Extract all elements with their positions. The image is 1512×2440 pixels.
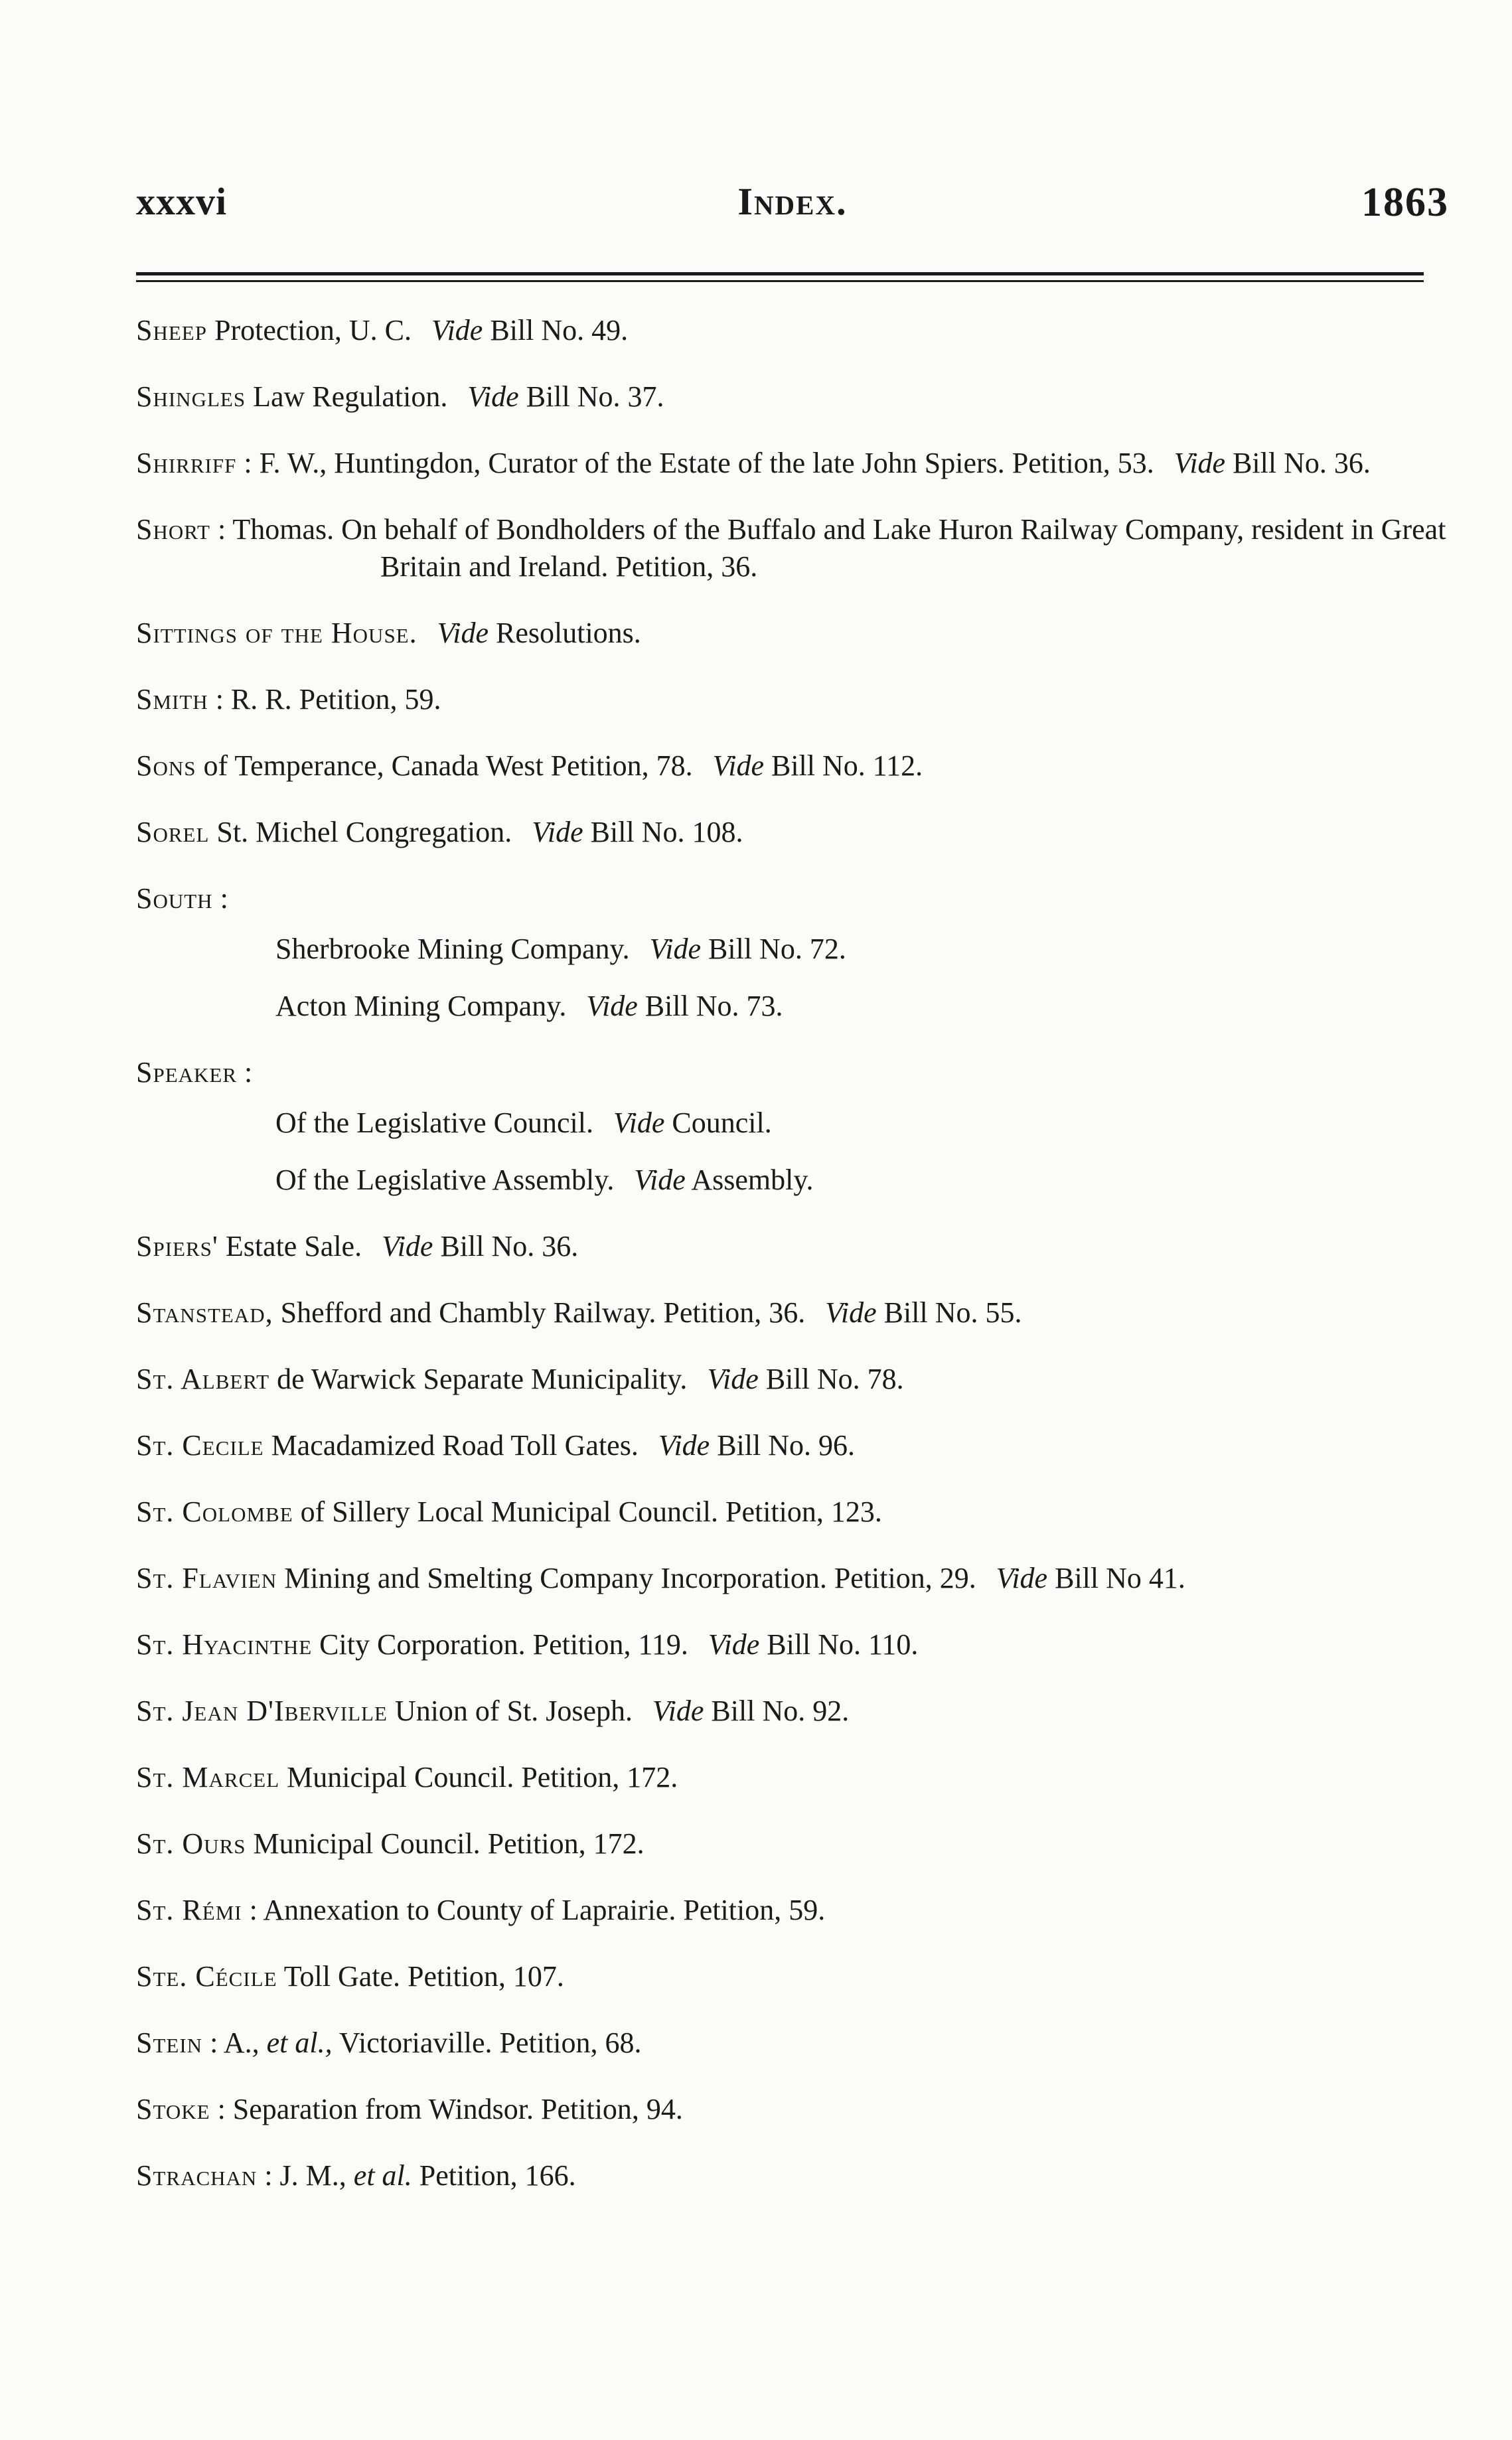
entry-key: Stanstead,	[136, 1296, 273, 1329]
entry-text: of Sillery Local Municipal Council. Petition, 123.	[293, 1495, 882, 1528]
entry-vide: Vide	[382, 1230, 433, 1262]
entry-key: St. Marcel	[136, 1761, 280, 1793]
entry-key: Shingles	[136, 380, 246, 413]
entry-text: Union of St. Joseph.	[387, 1695, 633, 1727]
south-subentries	[136, 931, 1447, 1025]
entry-tail: Petition, 166.	[412, 2159, 576, 2192]
index-entry-sittings	[136, 615, 1447, 652]
entry-colon: :	[237, 1056, 253, 1089]
index-entry-sons	[136, 747, 1447, 785]
entry-text: of Temperance, Canada West Petition, 78.	[196, 749, 693, 782]
index-entry-ste-cecile	[136, 1958, 1447, 1995]
entry-tail: Bill No. 92.	[704, 1695, 850, 1727]
entry-key: Strachan	[136, 2159, 258, 2192]
subentry-tail: Bill No. 72.	[701, 933, 846, 965]
entry-key: Spiers'	[136, 1230, 218, 1262]
entry-key: Speaker	[136, 1056, 238, 1089]
entry-text: City Corporation. Petition, 119.	[312, 1628, 688, 1661]
subentry	[275, 988, 1447, 1025]
entry-tail: Bill No 41.	[1047, 1562, 1185, 1594]
entry-key: St. Jean D'Iberville	[136, 1695, 388, 1727]
index-entries	[136, 312, 1447, 2224]
header-rule-thin	[136, 280, 1424, 282]
entry-key: South	[136, 882, 213, 915]
entry-vide: Vide	[825, 1296, 877, 1329]
entry-text: Macadamized Road Toll Gates.	[264, 1429, 639, 1462]
subentry	[275, 1162, 1447, 1199]
entry-vide: Vide	[996, 1562, 1048, 1594]
header-rule	[136, 272, 1424, 275]
subentry-tail: Assembly.	[685, 1164, 814, 1196]
entry-text: : R. R. Petition, 59.	[208, 683, 441, 716]
index-entry-st-albert	[136, 1361, 1447, 1398]
entry-etal: et al.,	[266, 2026, 333, 2059]
index-entry-sorel	[136, 814, 1447, 851]
entry-key: Short	[136, 513, 210, 546]
index-entry-short	[136, 511, 1447, 585]
entry-key: St. Flavien	[136, 1562, 277, 1594]
entry-vide: Vide	[431, 314, 483, 346]
index-entry-strachan	[136, 2157, 1447, 2194]
entry-text: Mining and Smelting Company Incorporation. Petition, 29.	[277, 1562, 976, 1594]
entry-text: Law Regulation.	[246, 380, 448, 413]
subentry-text: Acton Mining Company.	[275, 990, 567, 1022]
index-entry-stoke	[136, 2091, 1447, 2128]
entry-key: St. Colombe	[136, 1495, 293, 1528]
entry-key: Stoke	[136, 2093, 210, 2125]
entry-vide: Vide	[708, 1628, 760, 1661]
subentry-text: Of the Legislative Council.	[275, 1106, 593, 1139]
entry-text: : F. W., Huntingdon, Curator of the Estate of the late John Spiers. Petition, 53.	[236, 447, 1154, 479]
entry-vide: Vide	[712, 749, 764, 782]
entry-text: Estate Sale.	[218, 1230, 362, 1262]
subentry-text: Sherbrooke Mining Company.	[275, 933, 630, 965]
entry-text: St. Michel Congregation.	[209, 816, 512, 848]
index-entry-speaker	[136, 1054, 1447, 1199]
entry-tail: Resolutions.	[489, 617, 641, 649]
entry-key: St. Albert	[136, 1363, 270, 1395]
entry-vide: Vide	[658, 1429, 710, 1462]
entry-tail: Bill No. 110.	[759, 1628, 919, 1661]
page-header	[136, 179, 1449, 239]
index-entry-st-jean	[136, 1693, 1447, 1730]
entry-colon: :	[212, 882, 228, 915]
entry-text: : Separation from Windsor. Petition, 94.	[210, 2093, 683, 2125]
entry-etal: et al.	[353, 2159, 412, 2192]
subentry-vide: Vide	[613, 1106, 665, 1139]
entry-tail: Bill No. 55.	[876, 1296, 1022, 1329]
entry-key: Ste. Cécile	[136, 1960, 277, 1993]
entry-key: Sheep	[136, 314, 207, 346]
entry-vide: Vide	[707, 1363, 759, 1395]
entry-key: St. Hyacinthe	[136, 1628, 313, 1661]
subentry-vide: Vide	[586, 990, 638, 1022]
subentry	[275, 931, 1447, 968]
entry-key: St. Rémi	[136, 1894, 242, 1926]
entry-key: Smith	[136, 683, 208, 716]
entry-text: Toll Gate. Petition, 107.	[277, 1960, 564, 1993]
subentry-tail: Bill No. 73.	[637, 990, 783, 1022]
index-entry-sheep	[136, 312, 1447, 349]
entry-key: St. Cecile	[136, 1429, 264, 1462]
entry-text: Shefford and Chambly Railway. Petition, 36.	[273, 1296, 806, 1329]
index-entry-stein	[136, 2024, 1447, 2062]
entry-vide: Vide	[467, 380, 519, 413]
entry-key: Sorel	[136, 816, 210, 848]
entry-tail: Bill No. 37.	[518, 380, 664, 413]
entry-text: : A.,	[202, 2026, 267, 2059]
entry-tail: Bill No. 36.	[433, 1230, 579, 1262]
entry-text: : Thomas. On behalf of Bondholders of the Buffalo and Lake Huron Railway Company, resident in Great Britain and Ireland. Petition, 36.	[210, 513, 1446, 583]
subentry-vide: Vide	[649, 933, 702, 965]
subentry-vide: Vide	[634, 1164, 686, 1196]
entry-key: Sittings of the House.	[136, 617, 417, 649]
index-entry-st-ours	[136, 1825, 1447, 1863]
index-entry-st-marcel	[136, 1759, 1447, 1796]
index-entry-st-cecile	[136, 1427, 1447, 1464]
entry-vide: Vide	[532, 816, 583, 848]
entry-key: Stein	[136, 2026, 203, 2059]
index-entry-stanstead	[136, 1294, 1447, 1332]
index-entry-spiers	[136, 1228, 1447, 1265]
entry-key: St. Ours	[136, 1827, 246, 1860]
entry-text: : Annexation to County of Laprairie. Petition, 59.	[242, 1894, 826, 1926]
entry-tail: Bill No. 96.	[710, 1429, 855, 1462]
index-entry-shingles	[136, 378, 1447, 416]
entry-tail: Victoriaville. Petition, 68.	[332, 2026, 642, 2059]
entry-text: Municipal Council. Petition, 172.	[246, 1827, 644, 1860]
speaker-subentries	[136, 1105, 1447, 1199]
index-entry-shirriff	[136, 445, 1447, 482]
index-entry-st-hyacinthe	[136, 1626, 1447, 1663]
entry-vide: Vide	[652, 1695, 704, 1727]
entry-text: Municipal Council. Petition, 172.	[279, 1761, 678, 1793]
entry-text: : J. M.,	[257, 2159, 354, 2192]
index-entry-st-flavien	[136, 1560, 1447, 1597]
entry-tail: Bill No. 36.	[1225, 447, 1371, 479]
subentry-tail: Council.	[664, 1106, 772, 1139]
subentry-text: Of the Legislative Assembly.	[275, 1164, 615, 1196]
entry-tail: Bill No. 108.	[583, 816, 743, 848]
entry-vide: Vide	[437, 617, 489, 649]
entry-text: de Warwick Separate Municipality.	[269, 1363, 688, 1395]
index-entry-south	[136, 880, 1447, 1025]
page-year: 1863	[1361, 180, 1449, 225]
entry-vide: Vide	[1173, 447, 1226, 479]
entry-key: Sons	[136, 749, 196, 782]
page-title: Index.	[737, 180, 848, 223]
entry-tail: Bill No. 78.	[758, 1363, 904, 1395]
entry-key: Shirriff	[136, 447, 237, 479]
index-entry-smith	[136, 681, 1447, 718]
entry-tail: Bill No. 112.	[763, 749, 923, 782]
entry-text: Protection, U. C.	[206, 314, 412, 346]
page-number: xxxvi	[136, 180, 228, 223]
entry-tail: Bill No. 49.	[483, 314, 629, 346]
subentry	[275, 1105, 1447, 1142]
index-entry-st-colombe	[136, 1493, 1447, 1531]
index-entry-st-remi	[136, 1892, 1447, 1929]
